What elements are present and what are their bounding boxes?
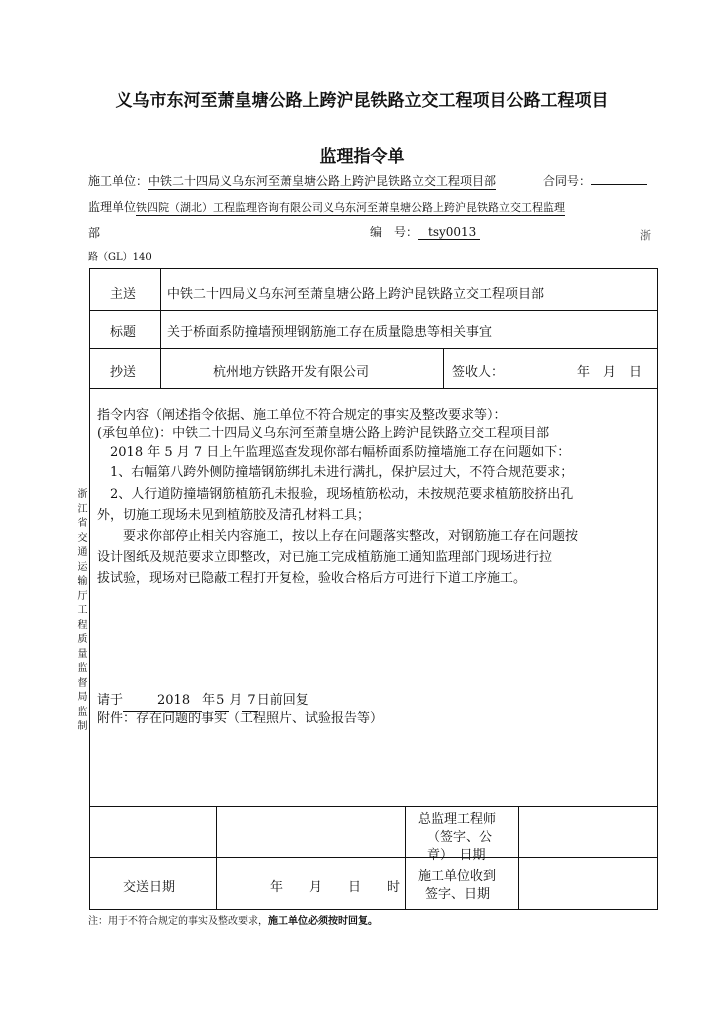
- row-divider: [89, 310, 658, 311]
- content-line: (承包单位)：中铁二十四局义乌东河至萧皇塘公路上跨沪昆铁路立交工程项目部: [97, 426, 550, 441]
- reply-year: 2018: [123, 690, 202, 712]
- subject-label: 标题: [110, 325, 137, 340]
- supervisor-cont: 部: [88, 226, 101, 240]
- contractor-recv-line-1: 施工单位收到: [418, 869, 497, 884]
- number-row: [370, 223, 480, 240]
- row-divider: [89, 806, 658, 807]
- content-line: 1、右幅第八跨外侧防撞墙钢筋绑扎未进行满扎，保护层过大，不符合规范要求；: [97, 465, 574, 480]
- supervisor-value: 铁四院（湖北）工程监理咨询有限公司义乌东河至萧皇塘公路上跨沪昆铁路立交工程监理: [136, 201, 566, 214]
- contractor-label: 施工单位：: [88, 174, 149, 188]
- contract-row: [543, 172, 647, 189]
- col-divider: [518, 806, 519, 910]
- receiver-label: 签收人：: [452, 365, 505, 380]
- contractor-value: 中铁二十四局义乌东河至萧皇塘公路上跨沪昆铁路立交工程项目部: [148, 174, 497, 188]
- contractor-recv-line-2: 签字、日期: [425, 887, 491, 902]
- number-label: 编 号：: [370, 225, 419, 239]
- col-divider: [405, 806, 406, 910]
- content-line: 要求你部停止相关内容施工，按以上存在问题落实整改，对钢筋施工存在问题按: [97, 529, 579, 544]
- document-title: 义乌市东河至萧皇塘公路上跨沪昆铁路立交工程项目公路工程项目: [115, 91, 609, 111]
- footnote: [88, 912, 378, 927]
- reply-month: 5: [215, 690, 229, 712]
- content-line: 2018 年 5 月 7 日上午监理巡查发现你部右幅桥面系防撞墙施工存在问题如下：: [97, 445, 571, 460]
- number-value: tsy0013: [418, 225, 480, 240]
- chief-sign-line-2: （签字、公: [427, 830, 493, 845]
- to-label: 主送: [110, 287, 137, 302]
- instruction-table: [89, 268, 658, 910]
- col-divider: [443, 348, 444, 388]
- reply-day: 7: [242, 690, 256, 712]
- row-divider: [89, 857, 658, 858]
- content-line: 拔试验，现场对已隐蔽工程打开复检，验收合格后方可进行下道工序施工。: [97, 571, 527, 586]
- footnote-prefix: 注：用于不符合规定的事实及整改要求，: [88, 916, 268, 927]
- to-value: 中铁二十四局义乌东河至萧皇塘公路上跨沪昆铁路立交工程项目部: [167, 287, 545, 302]
- contractor-row: [88, 172, 496, 190]
- supervisor-row: [88, 198, 565, 216]
- cc-label: 抄送: [110, 365, 137, 380]
- form-code-1: 浙: [640, 229, 651, 242]
- col-divider: [216, 806, 217, 910]
- side-note: 浙江省交通运输厅工程质量监督局监制: [77, 489, 88, 732]
- reply-year-unit: 年: [202, 693, 216, 708]
- footnote-bold: 施工单位必须按时回复。: [268, 916, 378, 927]
- content-line: 指令内容（阐述指令依据、施工单位不符合规定的事实及整改要求等）：: [97, 408, 507, 423]
- row-divider: [89, 348, 658, 349]
- content-line: 设计图纸及规范要求立即整改，对已施工完成植筋施工通知监理部门现场进行拉: [97, 550, 553, 565]
- supervisor-label: 监理单位: [88, 200, 137, 214]
- contract-value: [591, 184, 647, 185]
- receiver-date: 年 月 日: [577, 365, 643, 380]
- form-code-2: 路（GL）140: [88, 252, 152, 263]
- subject-value: 关于桥面系防撞墙预埋钢筋施工存在质量隐患等相关事宜: [167, 325, 493, 340]
- row-divider: [89, 388, 658, 389]
- cc-value: 杭州地方铁路开发有限公司: [213, 365, 370, 380]
- reply-month-unit: 月: [229, 693, 243, 708]
- reply-prefix: 请于: [97, 693, 124, 708]
- deliver-label: 交送日期: [123, 880, 176, 895]
- content-line: 外，切施工现场未见到植筋胶及清孔材料工具；: [97, 508, 371, 523]
- attachment-note: 附件：存在问题的事实（工程照片、试验报告等）: [97, 711, 384, 726]
- chief-sign-line-1: 总监理工程师: [418, 812, 497, 827]
- col-divider: [160, 268, 161, 388]
- chief-sign-line-3: 章） 日期: [427, 848, 486, 863]
- reply-suffix: 日前回复: [256, 693, 309, 708]
- content-line: 2、人行道防撞墙钢筋植筋孔未报验，现场植筋松动，未按规范要求植筋胶挤出孔: [97, 487, 574, 502]
- deliver-date: 年 月 日 时: [270, 880, 401, 895]
- document-subtitle: 监理指令单: [319, 147, 405, 167]
- contract-label: 合同号：: [543, 174, 592, 188]
